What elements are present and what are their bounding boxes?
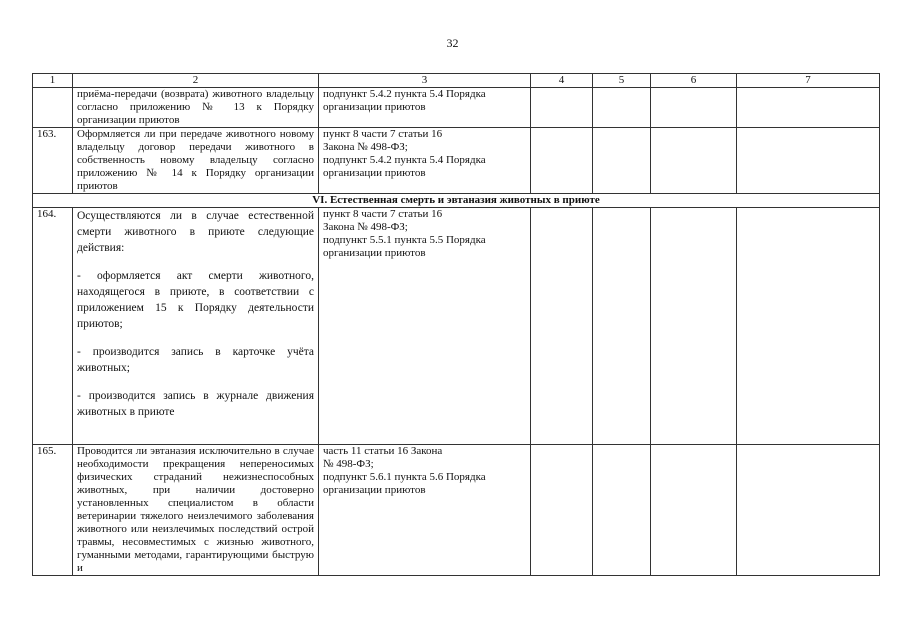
basis-cell: подпункт 5.4.2 пункта 5.4 Порядка организации приютов [319,88,531,128]
column-header: 3 [319,74,531,88]
question-paragraph: - производится запись в карточке учёта животных; [77,346,314,374]
basis-line: Закона № 498-ФЗ; [323,221,408,233]
question-cell [73,208,319,445]
table-row [33,88,880,128]
column-header: 1 [33,74,73,88]
column-header: 6 [651,74,737,88]
column-header: 4 [531,74,593,88]
empty-cell [593,88,651,128]
empty-cell [531,445,593,576]
basis-line: № 498-ФЗ; [323,458,374,470]
table-row [33,445,880,576]
empty-cell [651,208,737,445]
row-number: 164. [33,208,73,445]
basis-line: пункт 8 части 7 статьи 16 [323,208,443,220]
basis-cell [319,128,531,194]
section-title: VI. Естественная смерть и эвтаназия животных в приюте [33,194,880,208]
column-header: 5 [593,74,651,88]
basis-line: подпункт 5.6.1 пункта 5.6 Порядка организации приютов [323,471,486,496]
basis-line: часть 11 статьи 16 Закона [323,445,443,457]
section-row [33,194,880,208]
page-number: 32 [446,36,459,50]
question-cell: Проводится ли эвтаназия исключительно в случае необходимости прекращения непереносимых физических страданий нежизнеспособных животных, при наличии достоверно установленных специалистом в области ветеринарии тяжелого неизлечимого заболевания животного или неизлечимых последствий острой травмы, несовместимых с жизнью животного, гуманными методами, гарантирующими быструю и [73,445,319,576]
table-row [33,128,880,194]
column-header: 2 [73,74,319,88]
empty-cell [737,128,880,194]
row-number [33,88,73,128]
empty-cell [531,88,593,128]
basis-line: подпункт 5.5.1 пункта 5.5 Порядка организации приютов [323,234,486,259]
empty-cell [531,208,593,445]
basis-line: подпункт 5.4.2 пункта 5.4 Порядка организации приютов [323,154,486,179]
row-number: 163. [33,128,73,194]
table-row [33,208,880,445]
basis-cell [319,445,531,576]
row-number: 165. [33,445,73,576]
empty-cell [593,208,651,445]
column-header-row [33,74,880,88]
empty-cell [651,445,737,576]
empty-cell [651,128,737,194]
question-cell: Оформляется ли при передаче животного новому владельцу договор передачи животного в собственность новому владельцу согласно приложению № 14 к Порядку организации приютов [73,128,319,194]
empty-cell [651,88,737,128]
question-paragraph: - производится запись в журнале движения животных в приюте [77,390,314,418]
checklist-table [32,73,880,576]
empty-cell [737,88,880,128]
empty-cell [593,445,651,576]
question-paragraph: Осуществляются ли в случае естественной смерти животного в приюте следующие действия: [77,210,314,254]
column-header: 7 [737,74,880,88]
empty-cell [593,128,651,194]
empty-cell [737,208,880,445]
question-paragraph: - оформляется акт смерти животного, находящегося в приюте, в соответствии с приложением 15 к Порядку деятельности приютов; [77,270,314,330]
basis-line: Закона № 498-ФЗ; [323,141,408,153]
empty-cell [531,128,593,194]
empty-cell [737,445,880,576]
basis-line: пункт 8 части 7 статьи 16 [323,128,443,140]
basis-cell [319,208,531,445]
question-cell: приёма-передачи (возврата) животного владельцу согласно приложению № 13 к Порядку организации приютов [73,88,319,128]
